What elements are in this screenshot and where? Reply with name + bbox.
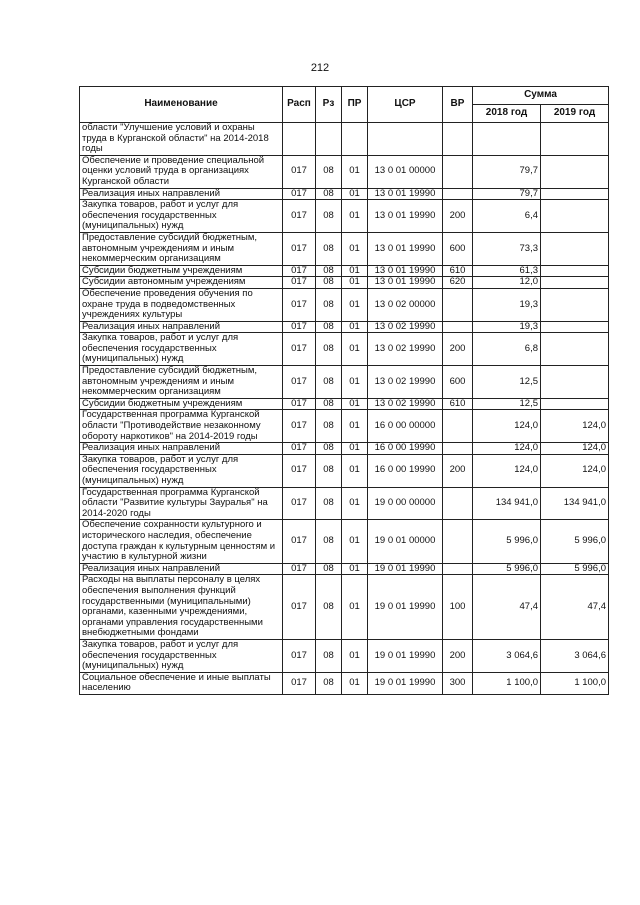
header-2019: 2019 год <box>541 105 609 123</box>
cell-pr: 01 <box>342 188 368 200</box>
cell-pr: 01 <box>342 288 368 321</box>
cell-y2019: 47,4 <box>541 575 609 640</box>
cell-y2018: 61,3 <box>473 265 541 277</box>
cell-name: Предоставление субсидий бюджетным, автономным учреждениям и иным некоммерческим организациям <box>80 366 283 399</box>
cell-y2018: 19,3 <box>473 288 541 321</box>
cell-pr: 01 <box>342 563 368 575</box>
cell-name: Обеспечение проведения обучения по охране труда в подведомственных учреждениях культуры <box>80 288 283 321</box>
cell-pr: 01 <box>342 487 368 520</box>
cell-rz: 08 <box>316 487 342 520</box>
table-row <box>80 410 609 443</box>
table-row <box>80 288 609 321</box>
cell-pr: 01 <box>342 200 368 233</box>
cell-y2018: 6,4 <box>473 200 541 233</box>
cell-y2019 <box>541 200 609 233</box>
cell-csr: 13 0 01 00000 <box>368 155 443 188</box>
header-rz: Рз <box>316 87 342 123</box>
cell-y2018: 124,0 <box>473 443 541 455</box>
table-row <box>80 155 609 188</box>
cell-y2019: 1 100,0 <box>541 672 609 694</box>
cell-y2019 <box>541 366 609 399</box>
cell-y2018 <box>473 123 541 156</box>
cell-y2018: 6,8 <box>473 333 541 366</box>
header-rasp: Расп <box>283 87 316 123</box>
cell-y2018: 12,0 <box>473 277 541 289</box>
cell-name: Субсидии бюджетным учреждениям <box>80 398 283 410</box>
cell-rz: 08 <box>316 277 342 289</box>
cell-y2019: 5 996,0 <box>541 520 609 563</box>
cell-rasp: 017 <box>283 563 316 575</box>
table-row <box>80 232 609 265</box>
cell-pr: 01 <box>342 155 368 188</box>
cell-vr <box>443 321 473 333</box>
cell-csr: 13 0 01 19990 <box>368 232 443 265</box>
cell-vr: 620 <box>443 277 473 289</box>
cell-y2018: 5 996,0 <box>473 520 541 563</box>
cell-rz: 08 <box>316 410 342 443</box>
cell-vr: 200 <box>443 454 473 487</box>
cell-vr: 610 <box>443 265 473 277</box>
cell-name: Закупка товаров, работ и услуг для обеспечения государственных (муниципальных) нужд <box>80 333 283 366</box>
cell-csr: 13 0 02 19990 <box>368 398 443 410</box>
cell-rasp: 017 <box>283 188 316 200</box>
cell-rasp: 017 <box>283 333 316 366</box>
cell-csr: 13 0 02 19990 <box>368 366 443 399</box>
cell-pr: 01 <box>342 366 368 399</box>
cell-rasp: 017 <box>283 288 316 321</box>
cell-name: Субсидии бюджетным учреждениям <box>80 265 283 277</box>
cell-y2019: 124,0 <box>541 410 609 443</box>
cell-csr: 16 0 00 19990 <box>368 443 443 455</box>
header-pr: ПР <box>342 87 368 123</box>
cell-y2019: 3 064,6 <box>541 639 609 672</box>
table-body <box>80 123 609 695</box>
cell-rz <box>316 123 342 156</box>
table-row <box>80 563 609 575</box>
cell-name: Государственная программа Курганской области "Развитие культуры Зауралья" на 2014-2020 годы <box>80 487 283 520</box>
cell-y2018: 47,4 <box>473 575 541 640</box>
cell-rz: 08 <box>316 232 342 265</box>
cell-csr: 13 0 02 19990 <box>368 321 443 333</box>
cell-y2018: 79,7 <box>473 188 541 200</box>
cell-name: Реализация иных направлений <box>80 563 283 575</box>
cell-csr: 13 0 01 19990 <box>368 265 443 277</box>
cell-rasp: 017 <box>283 232 316 265</box>
cell-rz: 08 <box>316 639 342 672</box>
cell-rz: 08 <box>316 155 342 188</box>
cell-rz: 08 <box>316 333 342 366</box>
cell-csr: 19 0 01 19990 <box>368 672 443 694</box>
header-name: Наименование <box>80 87 283 123</box>
cell-pr: 01 <box>342 520 368 563</box>
cell-pr <box>342 123 368 156</box>
cell-rz: 08 <box>316 188 342 200</box>
header-2018: 2018 год <box>473 105 541 123</box>
cell-name: Реализация иных направлений <box>80 188 283 200</box>
table-row <box>80 520 609 563</box>
cell-vr <box>443 123 473 156</box>
cell-rasp: 017 <box>283 639 316 672</box>
cell-y2019 <box>541 265 609 277</box>
cell-y2019: 124,0 <box>541 454 609 487</box>
cell-vr: 600 <box>443 232 473 265</box>
table-row <box>80 277 609 289</box>
cell-csr <box>368 123 443 156</box>
cell-y2019: 124,0 <box>541 443 609 455</box>
cell-name: Реализация иных направлений <box>80 443 283 455</box>
cell-vr: 200 <box>443 200 473 233</box>
cell-vr <box>443 520 473 563</box>
table-row <box>80 443 609 455</box>
cell-y2018: 19,3 <box>473 321 541 333</box>
cell-rasp: 017 <box>283 200 316 233</box>
cell-pr: 01 <box>342 265 368 277</box>
cell-name: Обеспечение и проведение специальной оценки условий труда в организациях Курганской области <box>80 155 283 188</box>
budget-table <box>79 86 609 695</box>
table-row <box>80 454 609 487</box>
cell-y2018: 79,7 <box>473 155 541 188</box>
cell-pr: 01 <box>342 321 368 333</box>
cell-vr: 600 <box>443 366 473 399</box>
cell-y2018: 134 941,0 <box>473 487 541 520</box>
table-row <box>80 575 609 640</box>
cell-rasp <box>283 123 316 156</box>
cell-y2019 <box>541 288 609 321</box>
cell-vr: 100 <box>443 575 473 640</box>
cell-pr: 01 <box>342 232 368 265</box>
table-row <box>80 333 609 366</box>
cell-y2019 <box>541 232 609 265</box>
cell-y2019: 134 941,0 <box>541 487 609 520</box>
cell-vr: 300 <box>443 672 473 694</box>
cell-vr <box>443 288 473 321</box>
cell-y2018: 73,3 <box>473 232 541 265</box>
table-row <box>80 265 609 277</box>
cell-rz: 08 <box>316 520 342 563</box>
cell-rasp: 017 <box>283 265 316 277</box>
cell-csr: 13 0 01 19990 <box>368 188 443 200</box>
cell-rasp: 017 <box>283 277 316 289</box>
cell-y2018: 5 996,0 <box>473 563 541 575</box>
cell-rz: 08 <box>316 672 342 694</box>
cell-y2019: 5 996,0 <box>541 563 609 575</box>
cell-y2018: 124,0 <box>473 410 541 443</box>
cell-rasp: 017 <box>283 520 316 563</box>
cell-pr: 01 <box>342 333 368 366</box>
cell-vr <box>443 563 473 575</box>
cell-vr <box>443 443 473 455</box>
cell-pr: 01 <box>342 277 368 289</box>
cell-y2018: 124,0 <box>473 454 541 487</box>
page-number: 212 <box>310 62 330 74</box>
cell-rasp: 017 <box>283 443 316 455</box>
cell-rz: 08 <box>316 366 342 399</box>
cell-name: Закупка товаров, работ и услуг для обеспечения государственных (муниципальных) нужд <box>80 454 283 487</box>
table-row <box>80 398 609 410</box>
cell-y2019 <box>541 155 609 188</box>
header-csr: ЦСР <box>368 87 443 123</box>
cell-name: Реализация иных направлений <box>80 321 283 333</box>
cell-name: области "Улучшение условий и охраны труда в Курганской области" на 2014-2018 годы <box>80 123 283 156</box>
header-vr: ВР <box>443 87 473 123</box>
cell-pr: 01 <box>342 575 368 640</box>
cell-csr: 19 0 01 19990 <box>368 639 443 672</box>
cell-y2019 <box>541 333 609 366</box>
cell-y2019 <box>541 188 609 200</box>
cell-y2018: 1 100,0 <box>473 672 541 694</box>
cell-rasp: 017 <box>283 672 316 694</box>
cell-vr: 200 <box>443 333 473 366</box>
cell-vr <box>443 188 473 200</box>
cell-csr: 13 0 02 19990 <box>368 333 443 366</box>
table-row <box>80 200 609 233</box>
cell-csr: 19 0 00 00000 <box>368 487 443 520</box>
cell-rasp: 017 <box>283 321 316 333</box>
cell-rasp: 017 <box>283 398 316 410</box>
cell-name: Обеспечение сохранности культурного и исторического наследия, обеспечение доступа граждан к культурным ценностям и участию в культурной жизни <box>80 520 283 563</box>
cell-y2018: 12,5 <box>473 366 541 399</box>
cell-name: Закупка товаров, работ и услуг для обеспечения государственных (муниципальных) нужд <box>80 639 283 672</box>
cell-rz: 08 <box>316 575 342 640</box>
cell-pr: 01 <box>342 410 368 443</box>
cell-rasp: 017 <box>283 575 316 640</box>
cell-name: Закупка товаров, работ и услуг для обеспечения государственных (муниципальных) нужд <box>80 200 283 233</box>
cell-rz: 08 <box>316 398 342 410</box>
cell-rz: 08 <box>316 454 342 487</box>
cell-csr: 19 0 01 19990 <box>368 563 443 575</box>
table-row <box>80 487 609 520</box>
cell-csr: 13 0 02 00000 <box>368 288 443 321</box>
cell-y2019 <box>541 321 609 333</box>
cell-name: Государственная программа Курганской области "Противодействие незаконному обороту наркотиков" на 2014-2019 годы <box>80 410 283 443</box>
cell-rz: 08 <box>316 563 342 575</box>
cell-pr: 01 <box>342 454 368 487</box>
cell-csr: 13 0 01 19990 <box>368 200 443 233</box>
cell-vr <box>443 155 473 188</box>
cell-rasp: 017 <box>283 366 316 399</box>
cell-rasp: 017 <box>283 487 316 520</box>
cell-y2019 <box>541 123 609 156</box>
cell-name: Субсидии автономным учреждениям <box>80 277 283 289</box>
cell-rasp: 017 <box>283 155 316 188</box>
table-row <box>80 188 609 200</box>
cell-csr: 13 0 01 19990 <box>368 277 443 289</box>
cell-name: Предоставление субсидий бюджетным, автономным учреждениям и иным некоммерческим организациям <box>80 232 283 265</box>
cell-pr: 01 <box>342 639 368 672</box>
table-row <box>80 639 609 672</box>
cell-csr: 19 0 01 00000 <box>368 520 443 563</box>
cell-rasp: 017 <box>283 410 316 443</box>
table-row <box>80 321 609 333</box>
cell-vr <box>443 487 473 520</box>
cell-vr: 200 <box>443 639 473 672</box>
table-row <box>80 366 609 399</box>
cell-csr: 16 0 00 19990 <box>368 454 443 487</box>
cell-csr: 16 0 00 00000 <box>368 410 443 443</box>
table-row <box>80 123 609 156</box>
cell-name: Расходы на выплаты персоналу в целях обеспечения выполнения функций государственными (муниципальными) органами, казенными учреждениями, органами управления государственными внебюджетными фондами <box>80 575 283 640</box>
cell-rz: 08 <box>316 288 342 321</box>
cell-rz: 08 <box>316 321 342 333</box>
cell-rz: 08 <box>316 200 342 233</box>
cell-pr: 01 <box>342 672 368 694</box>
cell-rasp: 017 <box>283 454 316 487</box>
cell-y2018: 3 064,6 <box>473 639 541 672</box>
cell-y2019 <box>541 398 609 410</box>
cell-csr: 19 0 01 19990 <box>368 575 443 640</box>
cell-pr: 01 <box>342 443 368 455</box>
cell-vr: 610 <box>443 398 473 410</box>
cell-y2019 <box>541 277 609 289</box>
cell-name: Социальное обеспечение и иные выплаты населению <box>80 672 283 694</box>
table-row <box>80 672 609 694</box>
cell-pr: 01 <box>342 398 368 410</box>
cell-rz: 08 <box>316 443 342 455</box>
cell-rz: 08 <box>316 265 342 277</box>
cell-y2018: 12,5 <box>473 398 541 410</box>
header-sum: Сумма <box>473 87 609 105</box>
cell-vr <box>443 410 473 443</box>
